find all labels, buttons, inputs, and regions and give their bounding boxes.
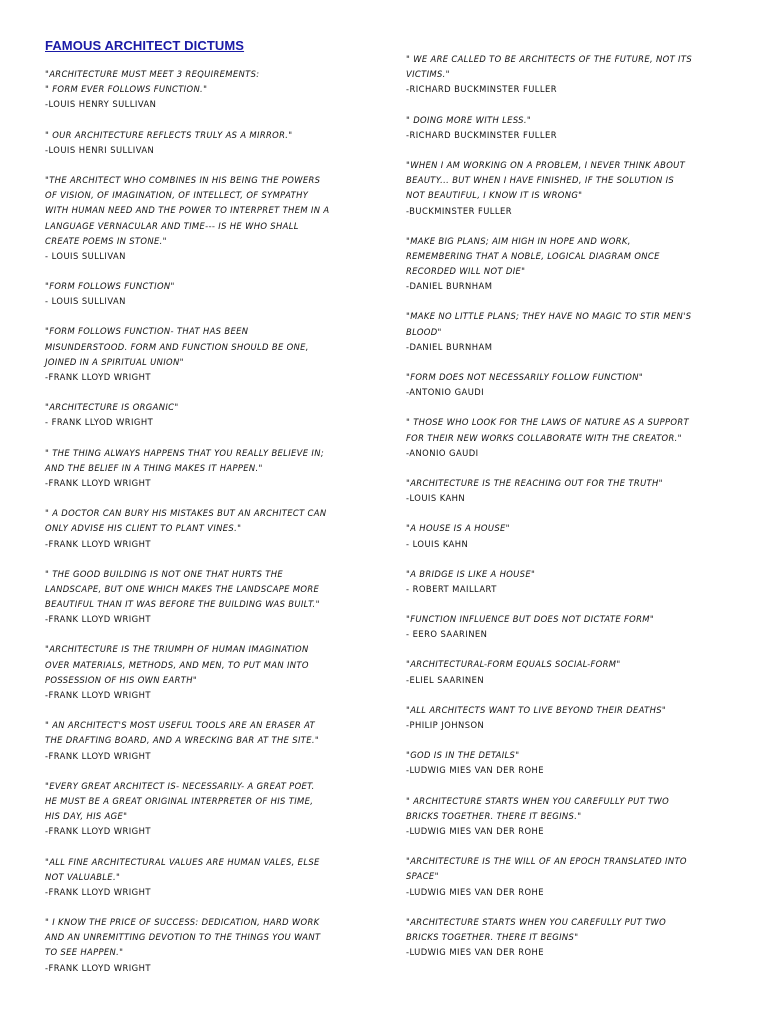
quote-text-line: "ARCHITECTURE IS THE TRIUMPH OF HUMAN IMAGINATION bbox=[45, 644, 309, 655]
quote-text-line: "ALL ARCHITECTS WANT TO LIVE BEYOND THEIR DEATHS" bbox=[406, 704, 667, 715]
quote-text-line: "FUNCTION INFLUENCE BUT DOES NOT DICTATE FORM" bbox=[406, 614, 655, 625]
quote-text-line: WITH HUMAN NEED AND THE POWER TO INTERPRET THEM IN A bbox=[45, 205, 330, 216]
quote-author: -RICHARD BUCKMINSTER FULLER bbox=[406, 84, 558, 95]
quote-text-line: " A DOCTOR CAN BURY HIS MISTAKES BUT AN ARCHITECT CAN bbox=[45, 508, 327, 519]
quote-text-line: "FORM FOLLOWS FUNCTION" bbox=[45, 281, 175, 292]
quote-text-line: "A HOUSE IS A HOUSE" bbox=[406, 523, 510, 534]
quote-block bbox=[45, 506, 367, 552]
quote-author: -LOUIS HENRY SULLIVAN bbox=[45, 99, 157, 110]
quote-text-line: " OUR ARCHITECTURE REFLECTS TRULY AS A MIRROR." bbox=[45, 129, 293, 140]
quote-block bbox=[406, 158, 728, 219]
quote-author: -PHILIP JOHNSON bbox=[406, 720, 485, 730]
quote-block bbox=[406, 915, 728, 961]
quote-block bbox=[406, 748, 728, 778]
quote-block bbox=[406, 52, 728, 98]
quote-block bbox=[45, 642, 367, 703]
quote-author: -FRANK LLOYD WRIGHT bbox=[45, 750, 151, 761]
quote-author: - EERO SAARINEN bbox=[406, 629, 488, 640]
quote-text-line: "GOD IS IN THE DETAILS" bbox=[406, 750, 520, 761]
quote-block bbox=[406, 612, 728, 642]
quote-text-line: "ALL FINE ARCHITECTURAL VALUES ARE HUMAN VALES, ELSE bbox=[45, 856, 320, 867]
quote-text-line: LANGUAGE VERNACULAR AND TIME--- IS HE WHO SHALL bbox=[45, 220, 299, 231]
quote-author: -ANTONIO GAUDI bbox=[406, 387, 485, 398]
quote-author: - FRANK LLYOD WRIGHT bbox=[45, 417, 154, 428]
quote-block bbox=[45, 567, 367, 628]
quote-text-line: "FORM FOLLOWS FUNCTION- THAT HAS BEEN bbox=[45, 326, 249, 337]
quote-text-line: " WE ARE CALLED TO BE ARCHITECTS OF THE FUTURE, NOT ITS bbox=[406, 54, 692, 64]
quote-block bbox=[406, 521, 728, 551]
quote-author: -FRANK LLOYD WRIGHT bbox=[45, 826, 151, 837]
quote-text-line: AND AN UNREMITTING DEVOTION TO THE THINGS YOU WANT bbox=[45, 932, 321, 943]
quote-text-line: "ARCHITECTURE IS THE WILL OF AN EPOCH TRANSLATED INTO bbox=[406, 856, 687, 867]
quote-block bbox=[406, 370, 728, 400]
quote-block bbox=[406, 309, 728, 355]
quote-author: -ANONIO GAUDI bbox=[406, 447, 479, 458]
quote-block bbox=[45, 128, 367, 158]
quote-text-line: REMEMBERING THAT A NOBLE, LOGICAL DIAGRAM ONCE bbox=[406, 250, 660, 261]
quote-text-line: BRICKS TOGETHER. THERE IT BEGINS." bbox=[406, 810, 582, 821]
quote-text-line: " DOING MORE WITH LESS." bbox=[406, 114, 532, 125]
quote-author: - LOUIS SULLIVAN bbox=[45, 296, 126, 307]
quote-block bbox=[45, 67, 367, 113]
quote-block bbox=[406, 113, 728, 143]
quote-text-line: OVER MATERIALS, METHODS, AND MEN, TO PUT MAN INTO bbox=[45, 659, 309, 670]
quote-text-line: CREATE POEMS IN STONE." bbox=[45, 235, 167, 246]
quote-text-line: "ARCHITECTURE STARTS WHEN YOU CAREFULLY PUT TWO bbox=[406, 916, 667, 927]
quote-text-line: BRICKS TOGETHER. THERE IT BEGINS" bbox=[406, 931, 579, 942]
quote-text-line: MISUNDERSTOOD. FORM AND FUNCTION SHOULD BE ONE, bbox=[45, 341, 309, 352]
quote-author: -LUDWIG MIES VAN DER ROHE bbox=[406, 765, 545, 776]
quote-author: -LUDWIG MIES VAN DER ROHE bbox=[406, 947, 545, 958]
quote-text-line: "EVERY GREAT ARCHITECT IS- NECESSARILY- A GREAT POET. bbox=[45, 780, 315, 791]
quote-text-line: OF VISION, OF IMAGINATION, OF INTELLECT, OF SYMPATHY bbox=[45, 190, 309, 201]
quote-author: -FRANK LLOYD WRIGHT bbox=[45, 886, 151, 897]
quote-author: -FRANK LLOYD WRIGHT bbox=[45, 614, 151, 625]
quote-text-line: BLOOD" bbox=[406, 326, 442, 337]
quote-text-line: " I KNOW THE PRICE OF SUCCESS: DEDICATION, HARD WORK bbox=[45, 917, 320, 928]
quote-text-line: JOINED IN A SPIRITUAL UNION" bbox=[45, 356, 184, 367]
quote-text-line: POSSESSION OF HIS OWN EARTH" bbox=[45, 674, 198, 685]
quote-author: - LOUIS SULLIVAN bbox=[45, 250, 126, 261]
quote-text-line: " THOSE WHO LOOK FOR THE LAWS OF NATURE AS A SUPPORT bbox=[406, 417, 689, 428]
quote-author: -LOUIS HENRI SULLIVAN bbox=[45, 144, 155, 155]
quote-author: -ELIEL SAARINEN bbox=[406, 674, 485, 685]
quote-text-line: AND THE BELIEF IN A THING MAKES IT HAPPEN." bbox=[45, 462, 263, 473]
quote-text-line: THE DRAFTING BOARD, AND A WRECKING BAR AT THE SITE." bbox=[45, 735, 320, 746]
quote-author: - LOUIS KAHN bbox=[406, 538, 469, 549]
quote-block bbox=[45, 173, 367, 264]
quote-text-line: NOT BEAUTIFUL, I KNOW IT IS WRONG" bbox=[406, 190, 583, 201]
quote-text-line: SPACE" bbox=[406, 871, 439, 882]
quote-text-line: LANDSCAPE, BUT ONE WHICH MAKES THE LANDSCAPE MORE bbox=[45, 583, 320, 594]
quote-text-line: BEAUTY... BUT WHEN I HAVE FINISHED, IF THE SOLUTION IS bbox=[406, 175, 675, 186]
quote-text-line: FOR THEIR NEW WORKS COLLABORATE WITH THE CREATOR." bbox=[406, 432, 682, 443]
quote-block bbox=[406, 703, 728, 733]
quote-text-line: "MAKE NO LITTLE PLANS; THEY HAVE NO MAGIC TO STIR MEN'S bbox=[406, 311, 692, 322]
quote-text-line: "ARCHITECTURE IS THE REACHING OUT FOR THE TRUTH" bbox=[406, 477, 663, 488]
quote-author: -LUDWIG MIES VAN DER ROHE bbox=[406, 886, 545, 897]
quote-block bbox=[406, 854, 728, 900]
quote-block bbox=[406, 657, 728, 687]
quote-block bbox=[45, 279, 367, 309]
quote-text-line: HIS DAY, HIS AGE" bbox=[45, 811, 128, 822]
quote-block bbox=[45, 779, 367, 840]
quote-author: -LOUIS KAHN bbox=[406, 493, 466, 504]
quote-author: -BUCKMINSTER FULLER bbox=[406, 205, 513, 216]
quote-text-line: BEAUTIFUL THAN IT WAS BEFORE THE BUILDING WAS BUILT." bbox=[45, 599, 320, 610]
quote-text-line: " ARCHITECTURE STARTS WHEN YOU CAREFULLY PUT TWO bbox=[406, 795, 670, 806]
quote-text-line: " FORM EVER FOLLOWS FUNCTION." bbox=[45, 84, 208, 95]
right-column bbox=[406, 52, 728, 975]
quote-text-line: HE MUST BE A GREAT ORIGINAL INTERPRETER OF HIS TIME, bbox=[45, 795, 314, 806]
quote-author: -DANIEL BURNHAM bbox=[406, 281, 493, 292]
quote-text-line: TO SEE HAPPEN." bbox=[45, 947, 124, 958]
quote-text-line: "A BRIDGE IS LIKE A HOUSE" bbox=[406, 568, 536, 579]
quote-block bbox=[406, 415, 728, 461]
quote-block bbox=[45, 718, 367, 764]
quote-block bbox=[406, 794, 728, 840]
quote-text-line: " THE THING ALWAYS HAPPENS THAT YOU REALLY BELIEVE IN; bbox=[45, 447, 324, 458]
quote-author: -FRANK LLOYD WRIGHT bbox=[45, 372, 151, 382]
quote-author: -FRANK LLOYD WRIGHT bbox=[45, 538, 151, 549]
quote-text-line: "THE ARCHITECT WHO COMBINES IN HIS BEING THE POWERS bbox=[45, 174, 321, 185]
quote-text-line: VICTIMS." bbox=[406, 69, 450, 80]
quote-author: -FRANK LLOYD WRIGHT bbox=[45, 477, 151, 488]
page-title[interactable]: FAMOUS ARCHITECT DICTUMS bbox=[45, 38, 245, 53]
quote-block bbox=[406, 476, 728, 506]
quote-author: -RICHARD BUCKMINSTER FULLER bbox=[406, 129, 558, 140]
quote-text-line: "WHEN I AM WORKING ON A PROBLEM, I NEVER THINK ABOUT bbox=[406, 159, 686, 170]
quote-block bbox=[406, 234, 728, 295]
quote-block bbox=[45, 915, 367, 976]
quote-text-line: "ARCHITECTURE IS ORGANIC" bbox=[45, 402, 179, 413]
quote-text-line: NOT VALUABLE." bbox=[45, 871, 121, 882]
left-column bbox=[45, 67, 367, 991]
quote-block bbox=[45, 400, 367, 430]
quote-block bbox=[45, 446, 367, 492]
quote-text-line: "ARCHITECTURE MUST MEET 3 REQUIREMENTS: bbox=[45, 69, 260, 79]
quote-text-line: "MAKE BIG PLANS; AIM HIGH IN HOPE AND WORK, bbox=[406, 235, 631, 246]
quote-block bbox=[45, 324, 367, 385]
quote-author: -DANIEL BURNHAM bbox=[406, 341, 493, 352]
quote-text-line: ONLY ADVISE HIS CLIENT TO PLANT VINES." bbox=[45, 523, 242, 534]
quote-text-line: " AN ARCHITECT'S MOST USEFUL TOOLS ARE AN ERASER AT bbox=[45, 720, 316, 731]
quote-text-line: "ARCHITECTURAL-FORM EQUALS SOCIAL-FORM" bbox=[406, 659, 621, 670]
quote-author: -LUDWIG MIES VAN DER ROHE bbox=[406, 825, 545, 836]
quote-block bbox=[406, 567, 728, 597]
quote-author: - ROBERT MAILLART bbox=[406, 583, 497, 594]
quote-block bbox=[45, 855, 367, 901]
quote-text-line: RECORDED WILL NOT DIE" bbox=[406, 266, 526, 277]
quote-text-line: " THE GOOD BUILDING IS NOT ONE THAT HURTS THE bbox=[45, 568, 284, 579]
quote-text-line: "FORM DOES NOT NECESSARILY FOLLOW FUNCTION" bbox=[406, 372, 644, 382]
quote-author: -FRANK LLOYD WRIGHT bbox=[45, 962, 151, 973]
quote-author: -FRANK LLOYD WRIGHT bbox=[45, 690, 151, 700]
